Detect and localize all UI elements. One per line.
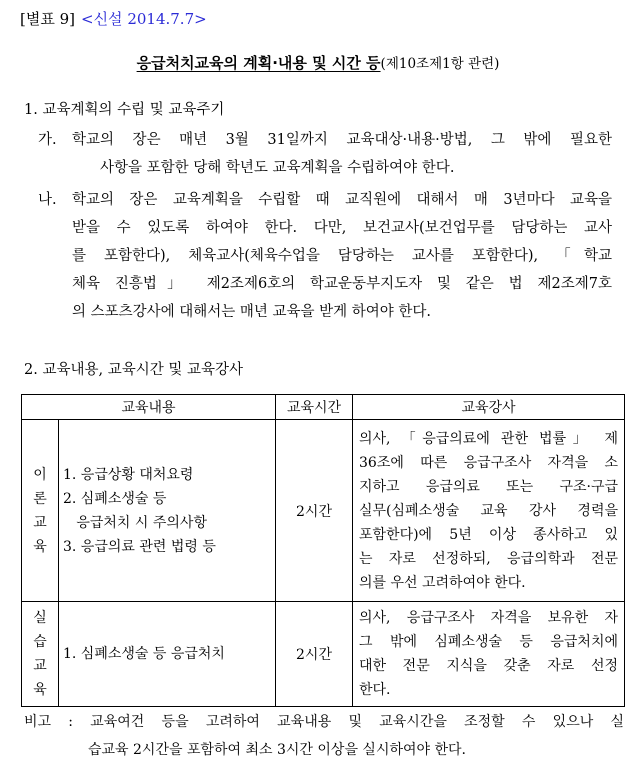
instructor-theory: 의사, 「응급의료에 관한 법률」 제 36조에 따른 응급구조사 자격을 소 지하고 응급의료 또는 구조·구급 실무(심폐소생술 교육 강사 경력을 포함한다)에 5년 이상 종사하고 있 는 자로 선정하되, 응급의학과 전문 의를 우선 고려하여야 한다.	[353, 420, 625, 602]
item-b-line: 학교의 장은 교육계획을 수립할 때 교직원에 대해서 매 3년마다 교육을	[72, 192, 612, 208]
section-2-heading: 2. 교육내용, 교육시간 및 교육강사	[24, 362, 243, 378]
annex-number: [별표 9]	[20, 10, 75, 28]
time-theory: 2시간	[276, 420, 353, 602]
instructor-practice: 의사, 응급구조사 자격을 보유한 자 그 밖에 심폐소생술 등 응급처치에 대한 전문 지식을 갖춘 자로 선정 한다.	[353, 602, 625, 707]
category-theory: 이 론 교 육	[22, 420, 59, 602]
time-practice: 2시간	[276, 602, 353, 707]
item-b-line: 체육 진흥법」 제2조제6호의 학교운동부지도자 및 같은 법 제2조제7호	[72, 276, 612, 292]
item-b-line: 를 포함한다), 체육교사(체육수업을 담당하는 교사를 포함한다), 「학교	[72, 248, 612, 264]
annex-header	[20, 8, 207, 29]
content-theory: 1. 응급상황 대처요령 2. 심폐소생술 등 응급처치 시 주의사항 3. 응급의료 관련 법령 등	[59, 420, 276, 602]
item-b-line: 의 스포츠강사에 대해서는 매년 교육을 받게 하여야 한다.	[72, 304, 432, 320]
header-instructor: 교육강사	[353, 395, 625, 420]
header-content: 교육내용	[22, 395, 276, 420]
section-1-heading: 1. 교육계획의 수립 및 교육주기	[24, 102, 225, 118]
education-table	[21, 394, 625, 707]
note-line-1: 비고 : 교육여건 등을 고려하여 교육내용 및 교육시간을 조정할 수 있으나 실	[24, 714, 624, 730]
item-a-line: 학교의 장은 매년 3월 31일까지 교육대상·내용·방법, 그 밖에 필요한	[72, 132, 612, 148]
document-title	[0, 52, 636, 73]
note-line-2: 습교육 2시간을 포함하여 최소 3시간 이상을 실시하여야 한다.	[88, 742, 466, 758]
item-b-line: 받을 수 있도록 하여야 한다. 다만, 보건교사(보건업무를 담당하는 교사	[72, 220, 612, 236]
header-time: 교육시간	[276, 395, 353, 420]
item-a-line: 사항을 포함한 당해 학년도 교육계획을 수립하여야 한다.	[100, 160, 455, 176]
item-b-marker: 나.	[38, 192, 57, 208]
category-practice: 실 습 교 육	[22, 602, 59, 707]
title-reference: (제10조제1항 관련)	[380, 56, 500, 72]
content-practice: 1. 심폐소생술 등 응급처치	[59, 602, 276, 707]
title-main: 응급처치교육의 계획·내용 및 시간 등	[136, 54, 381, 72]
table-row-practice	[22, 602, 625, 707]
table-row-theory	[22, 420, 625, 602]
item-a-marker: 가.	[38, 132, 57, 148]
amendment-tag: <신설 2014.7.7>	[81, 10, 207, 28]
table-header-row	[22, 395, 625, 420]
